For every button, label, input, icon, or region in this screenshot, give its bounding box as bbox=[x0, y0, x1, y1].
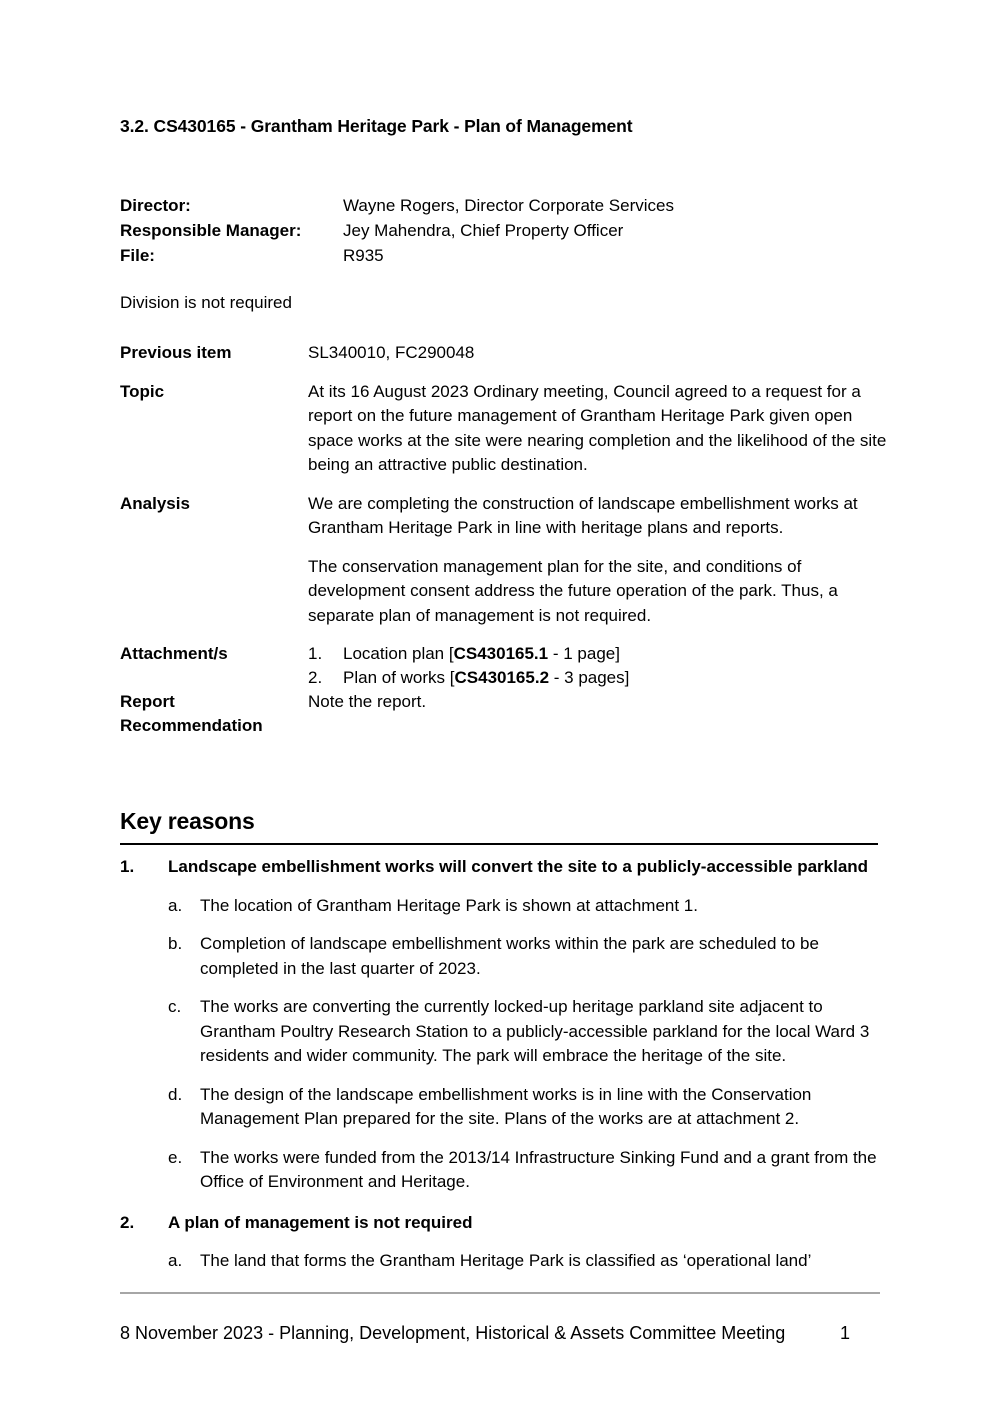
attachment-code: CS430165.2 bbox=[454, 668, 550, 687]
subitem-letter: e. bbox=[168, 1147, 183, 1167]
field-row-topic bbox=[120, 380, 900, 478]
subitem-letter: b. bbox=[168, 934, 183, 953]
subitem-text: The design of the landscape embellishment works is in line with the Conservation Management Plan prepared for the site. Plans of the works are at attachment 2. bbox=[200, 1084, 812, 1128]
field-label-report-recommendation bbox=[120, 690, 308, 738]
division-note: Division is not required bbox=[120, 293, 292, 312]
subitem-text: Completion of landscape embellishment works within the park are scheduled to be completed in the last quarter of 2023. bbox=[200, 934, 819, 978]
meta-label-file: File: bbox=[120, 246, 155, 265]
subitem-letter: a. bbox=[168, 1251, 183, 1270]
field-row-analysis bbox=[120, 492, 900, 629]
field-value-previous-item bbox=[308, 341, 900, 366]
list-item bbox=[308, 666, 900, 690]
field-rows bbox=[120, 341, 900, 752]
reason-heading-2 bbox=[120, 1211, 885, 1236]
meta-block bbox=[120, 193, 900, 268]
footer-divider bbox=[120, 1292, 880, 1294]
list-item bbox=[120, 1211, 885, 1274]
list-item bbox=[120, 1249, 885, 1274]
attachment-text-before: Location plan [ bbox=[343, 644, 454, 663]
attachment-code: CS430165.1 bbox=[453, 644, 549, 663]
field-value-analysis bbox=[308, 492, 900, 629]
attachment-text-after: - 3 pages] bbox=[549, 668, 630, 687]
list-item bbox=[120, 995, 885, 1069]
list-item bbox=[120, 894, 885, 919]
meta-value-file: R935 bbox=[343, 246, 384, 265]
meta-row-responsible-manager bbox=[120, 218, 900, 243]
field-label-analysis: Analysis bbox=[120, 493, 190, 513]
attachment-text bbox=[343, 642, 620, 666]
report-recommendation-label-line1: Report bbox=[120, 692, 175, 711]
subitem-text: The location of Grantham Heritage Park is shown at attachment 1. bbox=[200, 895, 698, 915]
field-label-topic: Topic bbox=[120, 381, 165, 401]
report-recommendation-text: Note the report. bbox=[308, 692, 427, 711]
attachment-number: 1. bbox=[308, 644, 323, 663]
key-reasons-heading: Key reasons bbox=[120, 808, 255, 834]
subitem-letter: d. bbox=[168, 1084, 183, 1104]
page-title: 3.2. CS430165 - Grantham Heritage Park - Plan of Management bbox=[120, 116, 633, 136]
analysis-paragraph-2: The conservation management plan for the site, and conditions of development consent address the future operation of the park. Thus, a separate plan of management is not required. bbox=[308, 556, 838, 625]
field-row-report-recommendation bbox=[120, 690, 900, 738]
field-label-previous-item: Previous item bbox=[120, 343, 232, 362]
meta-row-director bbox=[120, 193, 900, 218]
field-label-attachments: Attachment/s bbox=[120, 644, 228, 663]
subitem-text: The works are converting the currently locked-up heritage parkland site adjacent to Grantham Poultry Research Station to a publicly-accessible parkland for the local Ward 3 residents and wider community. The park will embrace the heritage of the site. bbox=[200, 997, 870, 1065]
meta-value-responsible-manager: Jey Mahendra, Chief Property Officer bbox=[343, 221, 624, 240]
report-recommendation-label-line2: Recommendation bbox=[120, 716, 263, 735]
subitem-text: The land that forms the Grantham Heritage Park is classified as ‘operational land’ bbox=[200, 1251, 812, 1270]
field-value-attachments bbox=[308, 642, 900, 690]
footer-text: 8 November 2023 - Planning, Development, Historical & Assets Committee Meeting bbox=[120, 1323, 786, 1343]
field-row-previous-item bbox=[120, 341, 900, 366]
subitem-text: The works were funded from the 2013/14 Infrastructure Sinking Fund and a grant from the Office of Environment and Heritage. bbox=[200, 1147, 877, 1191]
list-item bbox=[120, 1146, 885, 1195]
meta-label-director: Director: bbox=[120, 196, 191, 215]
key-reasons-divider bbox=[120, 843, 878, 845]
previous-item-text: SL340010, FC290048 bbox=[308, 343, 475, 362]
meta-value-director: Wayne Rogers, Director Corporate Services bbox=[343, 196, 674, 215]
field-row-attachments bbox=[120, 642, 900, 690]
list-item bbox=[120, 855, 885, 1195]
key-reasons-list bbox=[120, 855, 885, 1278]
reason-heading-1 bbox=[120, 855, 885, 880]
analysis-paragraph-1: We are completing the construction of landscape embellishment works at Grantham Heritage Park in line with heritage plans and reports. bbox=[308, 493, 858, 537]
reason-title: A plan of management is not required bbox=[168, 1212, 473, 1232]
reason-number: 2. bbox=[120, 1212, 135, 1232]
reason-subitems-2 bbox=[120, 1249, 885, 1274]
reason-title: Landscape embellishment works will convert the site to a publicly-accessible parkland bbox=[168, 857, 869, 876]
page-footer bbox=[120, 1320, 885, 1346]
attachment-list bbox=[308, 642, 900, 690]
attachment-number: 2. bbox=[308, 668, 323, 687]
list-item bbox=[308, 642, 900, 666]
field-value-report-recommendation bbox=[308, 690, 900, 715]
reason-subitems-1 bbox=[120, 894, 885, 1195]
attachment-text bbox=[343, 666, 629, 690]
attachment-text-after: - 1 page] bbox=[548, 644, 620, 663]
subitem-letter: c. bbox=[168, 997, 182, 1016]
meta-row-file bbox=[120, 243, 900, 268]
list-item bbox=[120, 1083, 885, 1132]
list-item bbox=[120, 932, 885, 981]
field-value-topic bbox=[308, 380, 900, 478]
topic-paragraph: At its 16 August 2023 Ordinary meeting, Council agreed to a request for a report on the future management of Grantham Heritage Park given open space works at the site were nearing completion and the likelihood of the site being an attractive public destination. bbox=[308, 381, 887, 474]
meta-label-responsible-manager: Responsible Manager: bbox=[120, 221, 302, 240]
attachment-text-before: Plan of works [ bbox=[343, 668, 455, 687]
reason-number: 1. bbox=[120, 857, 135, 876]
subitem-letter: a. bbox=[168, 895, 183, 915]
footer-page-number: 1 bbox=[839, 1323, 850, 1343]
